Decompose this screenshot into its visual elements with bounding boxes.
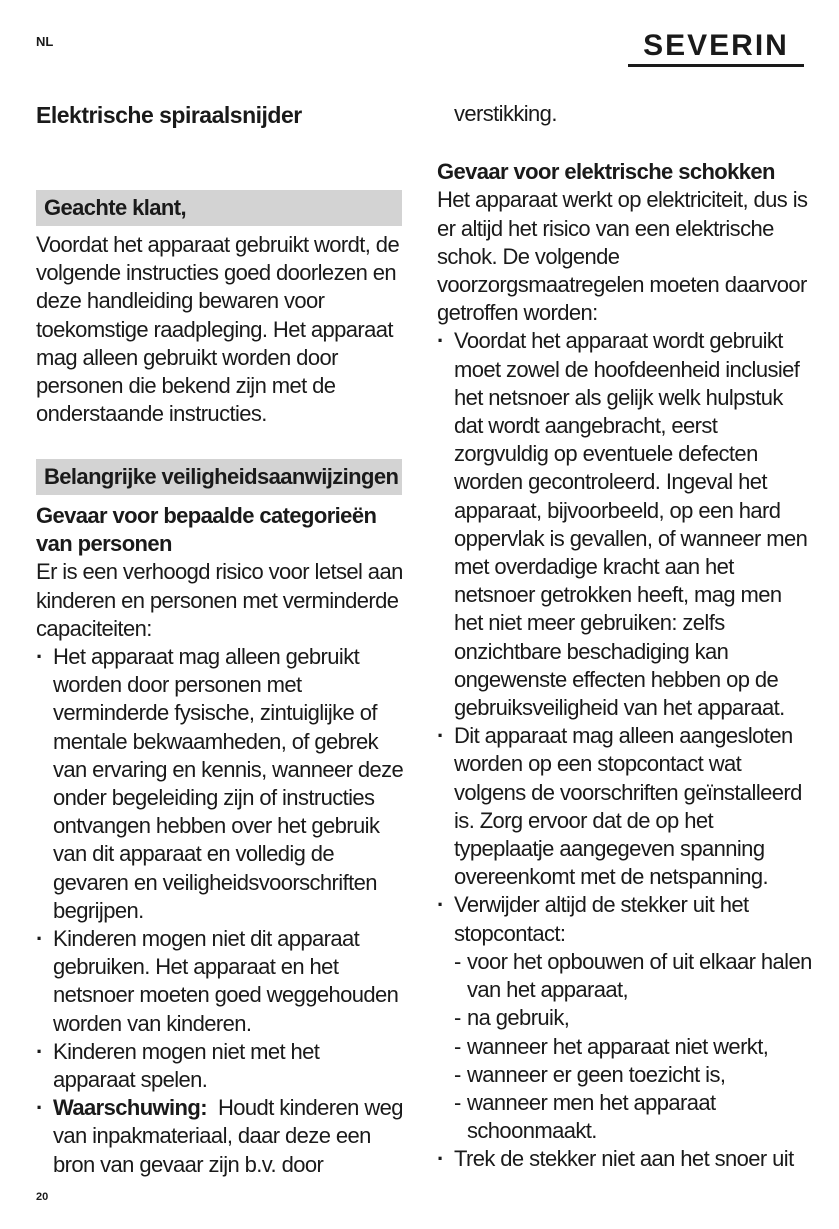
list-item: - wanneer er geen toezicht is, [454, 1061, 812, 1089]
list-item: - na gebruik, [454, 1004, 812, 1032]
list-item-warning [36, 1094, 406, 1179]
list-item-unplug [437, 891, 812, 1145]
warning-label: Waarschuwing: [53, 1095, 207, 1121]
electric-shock-bullet-list [437, 327, 812, 1173]
subheading-persons: Gevaar voor bepaalde categorieën van personen [36, 503, 377, 557]
right-column [437, 100, 812, 1174]
electric-shock-intro: Het apparaat werkt op elektriciteit, dus is er altijd het risico van een elektrische schok. De volgende voorzorgsmaatregelen moeten daarvoor getroffen worden: [437, 187, 808, 326]
page-number: 20 [36, 1191, 49, 1203]
unplug-list [454, 948, 812, 1145]
language-code: NL [36, 34, 54, 49]
list-item: · Kinderen mogen niet met het apparaat spelen. [36, 1038, 406, 1094]
list-item: · Het apparaat mag alleen gebruikt worden door personen met verminderde fysische, zintuiglijke of mentale bekwaamheden, of gebrek van ervaring en kennis, wanneer deze onder begeleiding zijn of instructies ontvangen hebben over het gebruik van dit apparaat en volledig de gevaren en veiligheidsvoorschriften begrijpen. [36, 643, 406, 925]
intro-paragraph: Voordat het apparaat gebruikt wordt, de volgende instructies goed doorlezen en deze handleiding bewaren voor toekomstige raadpleging. Het apparaat mag alleen gebruikt worden door personen die bekend zijn met de onderstaande instructies. [36, 232, 400, 427]
list-item: · Dit apparaat mag alleen aangesloten worden op een stopcontact wat volgens de voorschriften geïnstalleerd is. Zorg ervoor dat de op het typeplaatje aangegeven spanning overeenkomt met de netspanning. [437, 722, 812, 891]
brand-underline [628, 64, 804, 67]
persons-bullet-list [36, 643, 406, 1179]
list-item: · Trek de stekker niet aan het snoer uit [437, 1145, 812, 1173]
brand-logo: SEVERIN [643, 29, 789, 62]
list-item: - voor het opbouwen of uit elkaar halen van het apparaat, [454, 948, 812, 1004]
warning-text: Houdt kinderen weg van inpakmateriaal, daar deze een bron van gevaar zijn b.v. door [53, 1095, 403, 1177]
list-item: - wanneer men het apparaat schoonmaakt. [454, 1089, 812, 1145]
subheading-electric-shock: Gevaar voor elektrische schokken [437, 159, 775, 185]
list-item: · Voordat het apparaat wordt gebruikt moet zowel de hoofdeenheid inclusief het netsnoer als gelijk welk hulpstuk dat wordt aangebracht, eerst zorgvuldig op eventuele defecten worden gecontroleerd. Ingeval het apparaat, bijvoorbeeld, op een hard oppervlak is gevallen, of wanneer men met overdadige kracht aan het netsnoer getrokken heeft, mag men het niet meer gebruiken: zelfs onzichtbare beschadiging kan ongewenste effecten hebben op de gebruiksveiligheid van het apparaat. [437, 327, 812, 722]
unplug-intro: · Verwijder altijd de stekker uit het stopcontact: [454, 892, 749, 946]
section-heading-safety: Belangrijke veiligheidsaanwijzingen [36, 459, 402, 495]
safety-persons-block [36, 502, 406, 1179]
section-heading-dear-customer: Geachte klant, [36, 190, 402, 226]
document-title: Elektrische spiraalsnijder [36, 102, 302, 128]
list-item: - wanneer het apparaat niet werkt, [454, 1033, 812, 1061]
continuation-text: verstikking. [454, 101, 557, 126]
list-item: · Kinderen mogen niet dit apparaat gebruiken. Het apparaat en het netsnoer moeten goed weggehouden worden van kinderen. [36, 925, 406, 1038]
spacer [437, 128, 812, 158]
persons-intro: Er is een verhoogd risico voor letsel aan kinderen en personen met verminderde capaciteiten: [36, 559, 403, 641]
